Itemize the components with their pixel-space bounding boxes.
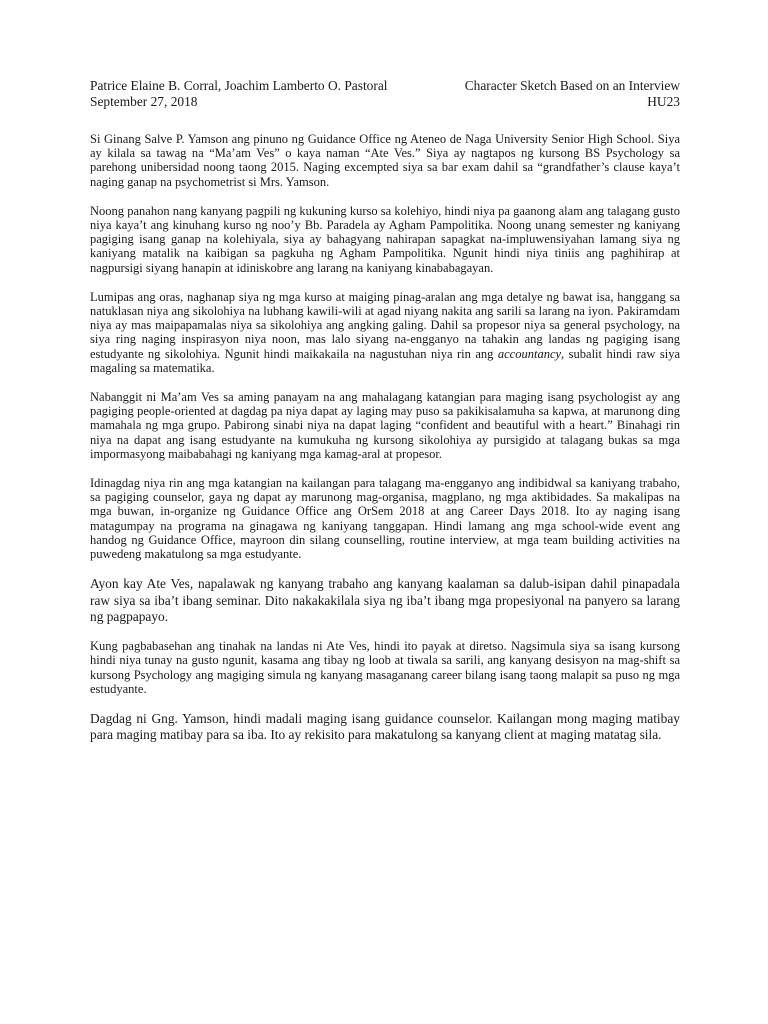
paragraph-3 [90, 290, 680, 375]
course-code: HU23 [647, 93, 680, 109]
paragraph-3-text: Lumipas ang oras, naghanap siya ng mga kurso at maiging pinag-aralan ang mga detalye ng bawat isa, hanggang sa natuklasan niya ang sikolohiya na lubhang kawili-wili at agad niyang nakita ang sarili sa larang na iyon. Pakiramdam niya ay mas maipapamalas niya sa sikolohiya ang angking galing. Dahil sa propesor niya sa general psychology, na siya ring naging inspirasyon niya noon, mas lalo siyang na-engganyo na tahakin ang landas ng pagiging isang estudyante ng sikolohiya. Ngunit hindi maikakaila na nagustuhan niya rin ang [90, 289, 680, 361]
date: September 27, 2018 [90, 93, 198, 109]
paragraph-3-emphasis: accountancy [497, 346, 562, 361]
document-title: Character Sketch Based on an Interview [464, 78, 680, 93]
header-left [90, 78, 387, 109]
authors: Patrice Elaine B. Corral, Joachim Lamberto O. Pastoral [90, 78, 388, 93]
paragraph-8: Dagdag ni Gng. Yamson, hindi madali maging isang guidance counselor. Kailangan mong maging matibay para maging matibay para sa iba. Ito ay rekisito para makatulong sa kanyang client at maging matatag sila. [90, 710, 680, 743]
paragraph-5: Idinagdag niya rin ang mga katangian na kailangan para talagang ma-engganyo ang indibidwal sa kaniyang trabaho, sa pagiging counselor, gaya ng dapat ay marunong mag-organisa, magplano, ng mga aktibidades. Sa makalipas na mga buwan, in-organize ng Guidance Office ang OrSem 2018 at ang Career Days 2018. Ito ay naging isang matagumpay na programa na ginagawa ng kaniyang tanggapan. Hindi lamang ang mga school-wide event ang handog ng Guidance Office, mayroon din silang counselling, routine interview, at mga team building activities na puwedeng makatulong sa mga estudyante. [90, 476, 680, 562]
document-header [90, 78, 680, 109]
header-right [465, 78, 680, 109]
paragraph-4: Nabanggit ni Ma’am Ves sa aming panayam na ang mahalagang katangian para maging isang psychologist ay ang pagiging people-oriented at dagdag pa niya dapat ay laging may puso sa pakikisalamuha sa kapwa, at marunong ding mamahala ng mga grupo. Pabirong sinabi niya na dapat laging “confident and beautiful with a heart.” Binahagi rin niya na dapat ang isang estudyante na kumukuha ng kursong sikolohiya ay pursigido at talagang bukas sa mga impormasyong maibabahagi ng kaniyang mga kamag-aral at propesor. [90, 390, 680, 461]
paragraph-7: Kung pagbabasehan ang tinahak na landas ni Ate Ves, hindi ito payak at diretso. Nagsimula siya sa isang kursong hindi niya tunay na gusto ngunit, kasama ang tibay ng loob at tiwala sa sarili, ang kanyang desisyon na mag-shift sa kursong Psychology ang magiging simula ng kanyang masaganang career bilang isang taong malapit sa puso ng mga estudyante. [90, 639, 680, 696]
paragraph-3-tail: , subalit hindi raw siya magaling sa matematika. [90, 346, 680, 375]
paragraph-6: Ayon kay Ate Ves, napalawak ng kanyang trabaho ang kanyang kaalaman sa dalub-isipan dahil pinapadala raw siya sa iba’t ibang seminar. Dito nakakakilala siya ng iba’t ibang mga propesiyonal na panyero sa larang ng pagpapayo. [90, 576, 680, 624]
paragraph-1: Si Ginang Salve P. Yamson ang pinuno ng Guidance Office ng Ateneo de Naga University Senior High School. Siya ay kilala sa tawag na “Ma’am Ves” o kaya naman “Ate Ves.” Siya ay nagtapos ng kursong BS Psychology sa parehong unibersidad noong taong 2015. Naging excempted siya sa bar exam dahil sa “grandfather’s clause kaya’t naging ganap na psychometrist si Mrs. Yamson. [90, 132, 680, 189]
document-body [90, 132, 680, 744]
paragraph-2: Noong panahon nang kanyang pagpili ng kukuning kurso sa kolehiyo, hindi niya pa gaanong alam ang talagang gusto niya kaya’t ang kinuhang kurso ng noo’y Bb. Paradela ay Agham Pampolitika. Noong unang semester ng kaniyang pagiging isang ganap na kolehiyala, siya ay bahagyang nahirapan sapagkat na-impluwensiyahan lamang siya ng kaniyang matalik na kaibigan sa pagkuha ng Agham Pampolitika. Ngunit hindi niya tiniis ang paghihirap at nagpursigi siyang hanapin at idiniskobre ang larang na kaniyang kinababagayan. [90, 203, 680, 275]
